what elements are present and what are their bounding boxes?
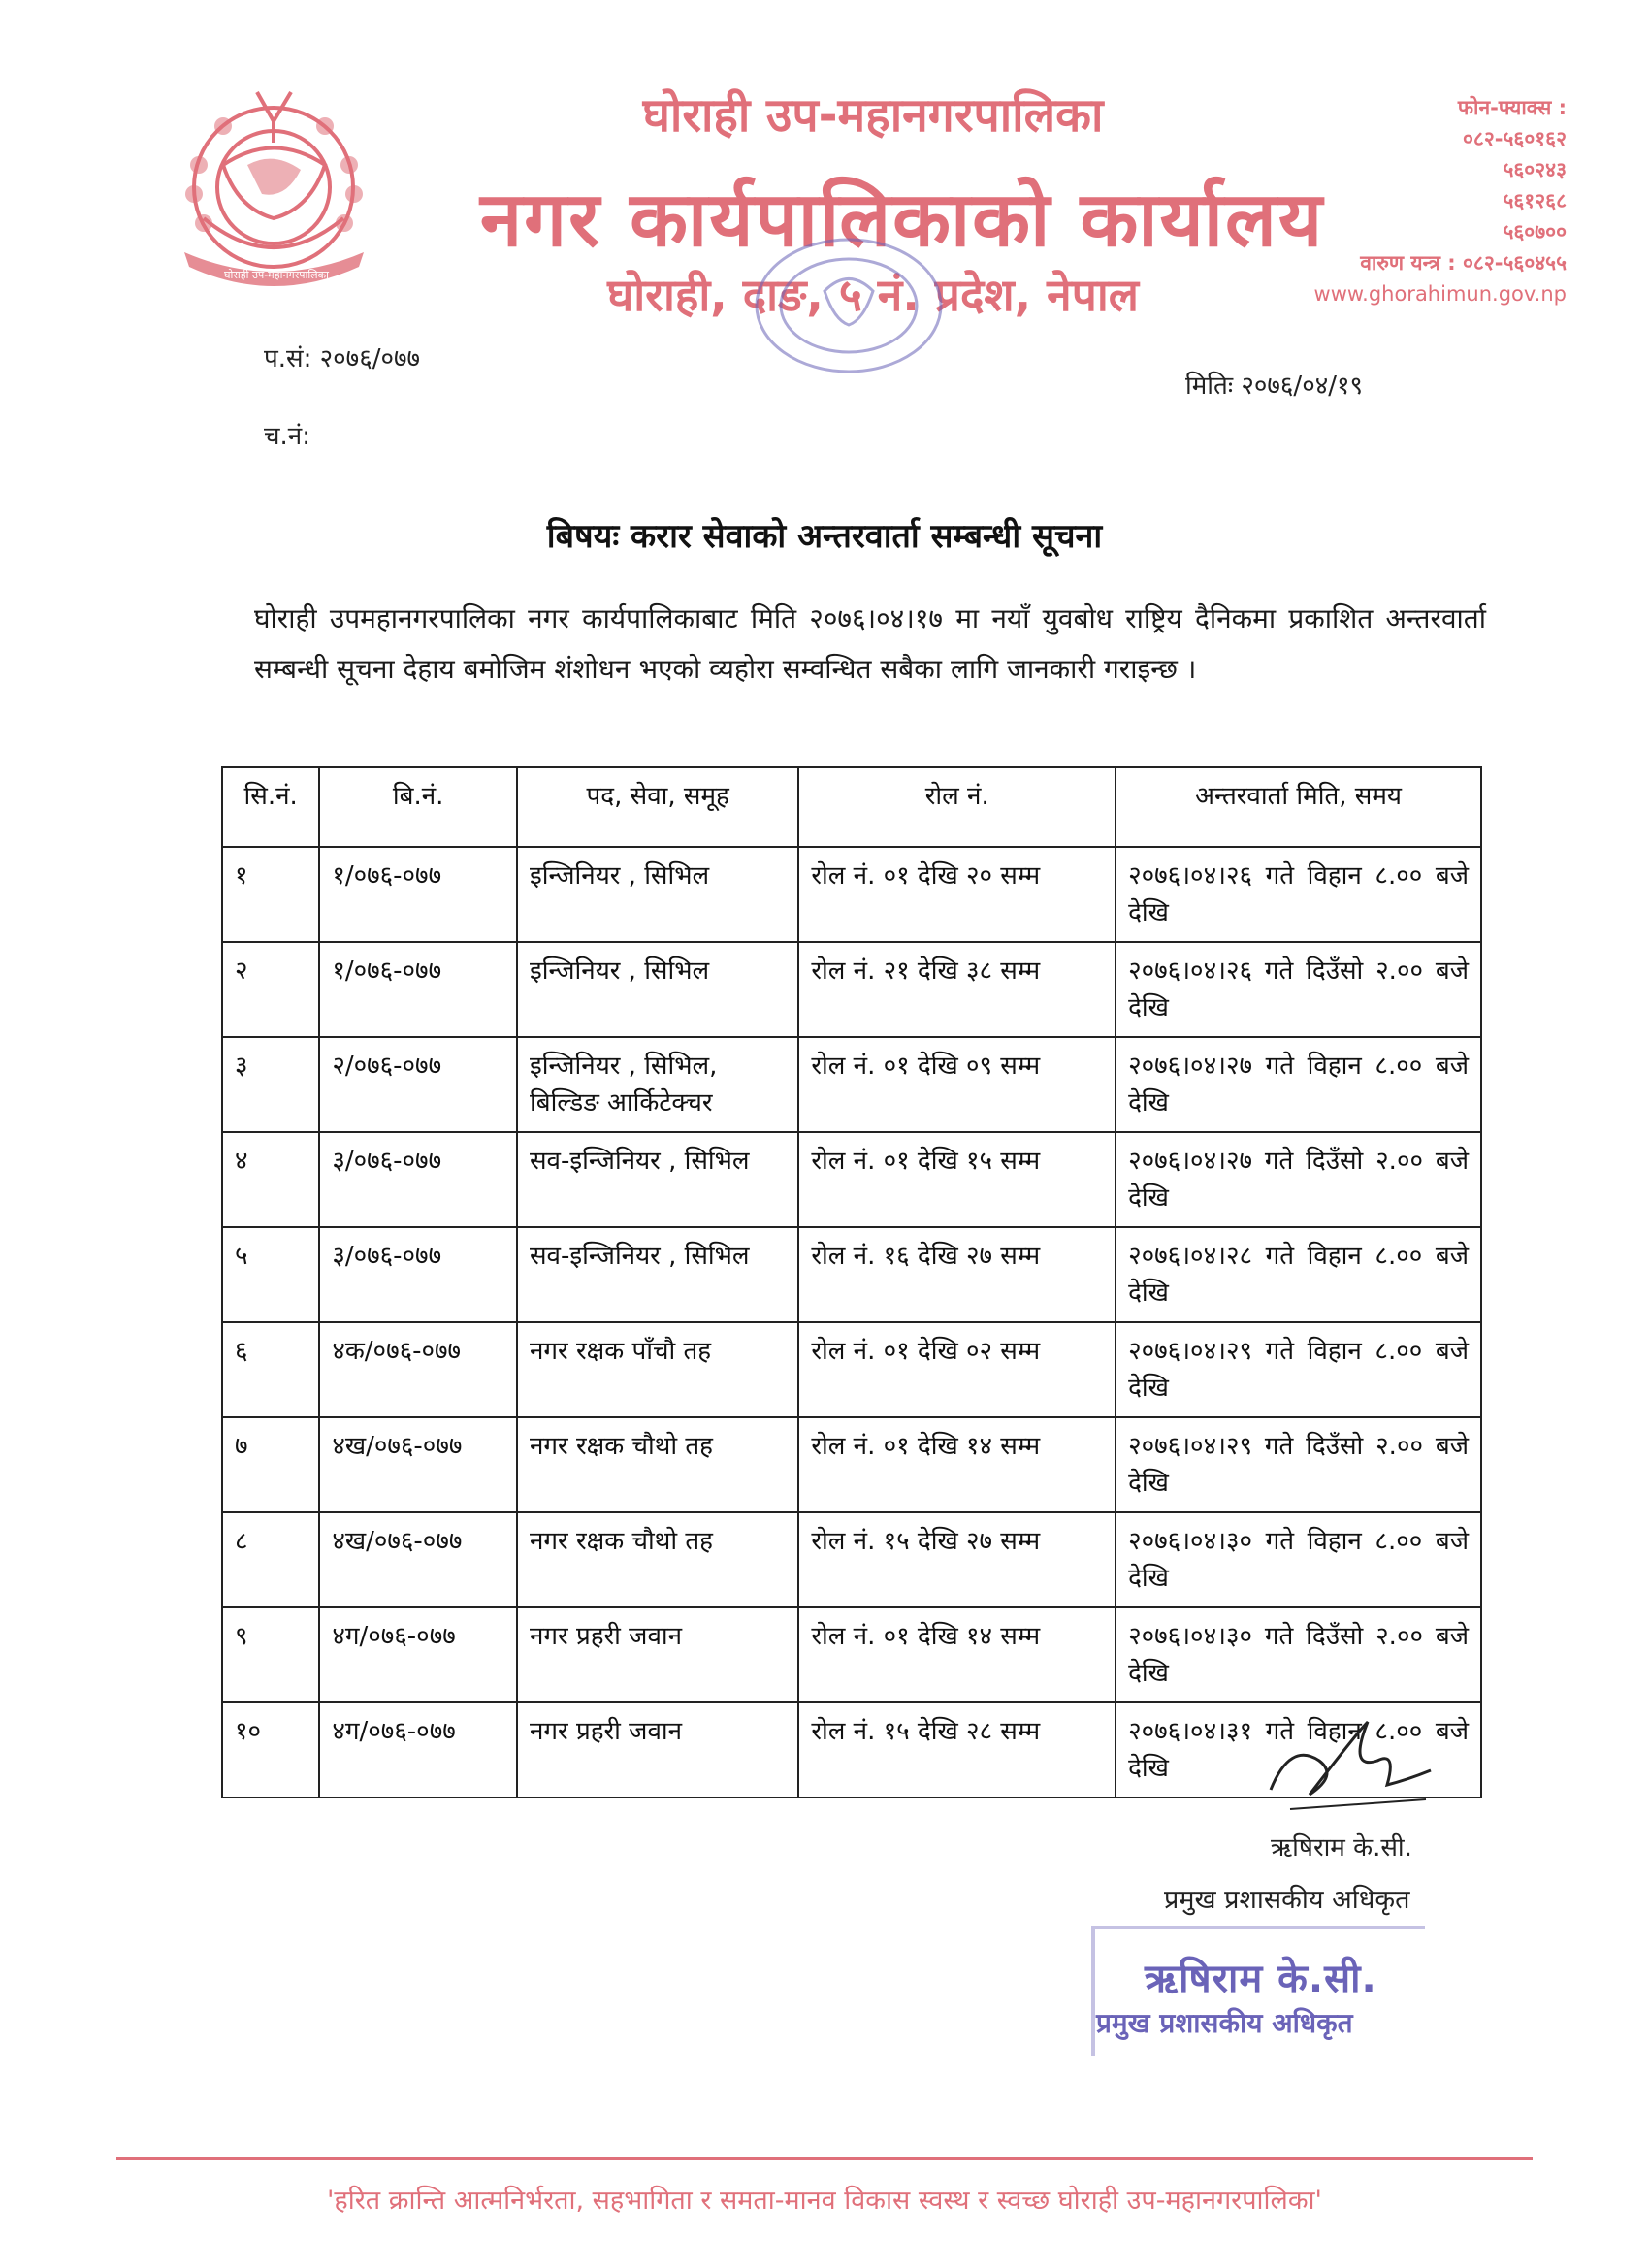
cell-roll-no: रोल नं. ०१ देखि ०२ सम्म [798, 1322, 1116, 1417]
cell-post: नगर प्रहरी जवान [517, 1607, 798, 1702]
cell-interview-datetime: २०७६।०४।२७ गते दिउँसो २.०० बजे देखि [1116, 1132, 1481, 1227]
cell-roll-no: रोल नं. ०१ देखि १४ सम्म [798, 1607, 1116, 1702]
cell-advert-no: २/०७६-०७७ [319, 1037, 517, 1132]
table-row [222, 1607, 1481, 1702]
table-header-row [222, 767, 1481, 847]
cell-advert-no: १/०७६-०७७ [319, 942, 517, 1037]
table-row [222, 942, 1481, 1037]
cell-post: नगर रक्षक चौथो तह [517, 1417, 798, 1512]
footer-divider [116, 2157, 1533, 2160]
letterhead-address: घोराही, दाङ, ५ नं. प्रदेश, नेपाल [607, 269, 1139, 321]
cell-advert-no: ४क/०७६-०७७ [319, 1322, 517, 1417]
office-round-stamp-icon [747, 233, 951, 378]
table-row [222, 1512, 1481, 1607]
cell-roll-no: रोल नं. ०१ देखि ०९ सम्म [798, 1037, 1116, 1132]
table-row [222, 1322, 1481, 1417]
cell-serial: २ [222, 942, 319, 1037]
cell-post: इन्जिनियर , सिभिल, बिल्डिङ आर्किटेक्चर [517, 1037, 798, 1132]
cell-post: इन्जिनियर , सिभिल [517, 942, 798, 1037]
cell-advert-no: ४ग/०७६-०७७ [319, 1702, 517, 1798]
name-stamp-title: प्रमुख प्रशासकीय अधिकृत [1096, 2007, 1353, 2039]
letter-date: मितिः २०७६/०४/१९ [1185, 372, 1364, 401]
cell-serial: ८ [222, 1512, 319, 1607]
cell-post: नगर रक्षक चौथो तह [517, 1512, 798, 1607]
cell-roll-no: रोल नं. १५ देखि २८ सम्म [798, 1702, 1116, 1798]
header-post: पद, सेवा, समूह [517, 767, 798, 847]
contact-phone-2: ५६०२४३ [1503, 158, 1567, 181]
cell-post: इन्जिनियर , सिभिल [517, 847, 798, 942]
cell-advert-no: ३/०७६-०७७ [319, 1227, 517, 1322]
cell-interview-datetime: २०७६।०४।२८ गते विहान ८.०० बजे देखि [1116, 1227, 1481, 1322]
cell-serial: ६ [222, 1322, 319, 1417]
nepal-emblem-icon [165, 73, 383, 291]
handwritten-signature-icon [1251, 1702, 1445, 1819]
cell-roll-no: रोल नं. ०१ देखि १५ सम्म [798, 1132, 1116, 1227]
table-row [222, 1132, 1481, 1227]
cell-roll-no: रोल नं. ०१ देखि २० सम्म [798, 847, 1116, 942]
dispatch-number: च.नं: [264, 422, 310, 451]
cell-post: नगर प्रहरी जवान [517, 1702, 798, 1798]
cell-roll-no: रोल नं. १६ देखि २७ सम्म [798, 1227, 1116, 1322]
cell-interview-datetime: २०७६।०४।३० गते दिउँसो २.०० बजे देखि [1116, 1607, 1481, 1702]
header-serial: सि.नं. [222, 767, 319, 847]
cell-interview-datetime: २०७६।०४।२९ गते विहान ८.०० बजे देखि [1116, 1322, 1481, 1417]
contact-phone-3: ५६१२६८ [1503, 189, 1567, 212]
signatory-title: प्रमुख प्रशासकीय अधिकृत [1164, 1885, 1410, 1915]
contact-phone-1: ०८२-५६०१६२ [1463, 127, 1567, 150]
notice-body: घोराही उपमहानगरपालिका नगर कार्यपालिकाबाट मिति २०७६।०४।१७ मा नयाँ युवबोध राष्ट्रिय दैनिकमा प्रकाशित अन्तरवार्ता सम्बन्धी सूचना देहाय बमोजिम शंशोधन भएको व्यहोरा सम्वन्धित सबैका लागि जानकारी गराइन्छ । [254, 602, 1486, 685]
header-advert-no: बि.नं. [319, 767, 517, 847]
table-row [222, 1037, 1481, 1132]
cell-serial: ९ [222, 1607, 319, 1702]
letterhead-contact [1314, 92, 1567, 309]
cell-serial: ७ [222, 1417, 319, 1512]
cell-interview-datetime: २०७६।०४।२६ गते दिउँसो २.०० बजे देखि [1116, 942, 1481, 1037]
interview-schedule-table [221, 766, 1482, 1798]
cell-post: नगर रक्षक पाँचौ तह [517, 1322, 798, 1417]
signatory-name: ऋषिराम के.सी. [1271, 1833, 1412, 1863]
cell-post: सव-इन्जिनियर , सिभिल [517, 1132, 798, 1227]
cell-serial: ४ [222, 1132, 319, 1227]
table-row [222, 1227, 1481, 1322]
letter-number: प.सं: २०७६/०७७ [264, 344, 421, 373]
cell-interview-datetime: २०७६।०४।३१ गते विहान ८.०० बजे देखि [1116, 1702, 1481, 1798]
cell-roll-no: रोल नं. १५ देखि २७ सम्म [798, 1512, 1116, 1607]
cell-advert-no: ३/०७६-०७७ [319, 1132, 517, 1227]
contact-ground-phone: वारुण यन्त्र : ०८२-५६०४५५ [1360, 251, 1567, 275]
letterhead-municipality-name: घोराही उप-महानगरपालिका [642, 88, 1104, 143]
cell-roll-no: रोल नं. ०१ देखि १४ सम्म [798, 1417, 1116, 1512]
name-stamp-name: ऋषिराम के.सी. [1145, 1957, 1377, 2001]
cell-serial: १० [222, 1702, 319, 1798]
cell-serial: ३ [222, 1037, 319, 1132]
contact-phone-4: ५६०७०० [1503, 220, 1567, 243]
cell-advert-no: ४ग/०७६-०७७ [319, 1607, 517, 1702]
table-row [222, 847, 1481, 942]
cell-roll-no: रोल नं. २१ देखि ३८ सम्म [798, 942, 1116, 1037]
notice-subject: बिषयः करार सेवाको अन्तरवार्ता सम्बन्धी सूचना [546, 517, 1103, 556]
cell-advert-no: ४ख/०७६-०७७ [319, 1512, 517, 1607]
cell-serial: ५ [222, 1227, 319, 1322]
contact-website: www.ghorahimun.gov.np [1313, 282, 1567, 306]
cell-interview-datetime: २०७६।०४।२९ गते दिउँसो २.०० बजे देखि [1116, 1417, 1481, 1512]
contact-label: फोन-फ्याक्स : [1457, 96, 1567, 119]
table-row [222, 1417, 1481, 1512]
cell-interview-datetime: २०७६।०४।२७ गते विहान ८.०० बजे देखि [1116, 1037, 1481, 1132]
header-interview-datetime: अन्तरवार्ता मिति, समय [1116, 767, 1481, 847]
cell-interview-datetime: २०७६।०४।२६ गते विहान ८.०० बजे देखि [1116, 847, 1481, 942]
cell-post: सव-इन्जिनियर , सिभिल [517, 1227, 798, 1322]
cell-advert-no: ४ख/०७६-०७७ [319, 1417, 517, 1512]
cell-serial: १ [222, 847, 319, 942]
letterhead-office-name: नगर कार्यपालिकाको कार्यालय [479, 177, 1325, 264]
cell-advert-no: १/०७६-०७७ [319, 847, 517, 942]
header-roll-no: रोल नं. [798, 767, 1116, 847]
cell-interview-datetime: २०७६।०४।३० गते विहान ८.०० बजे देखि [1116, 1512, 1481, 1607]
emblem-ribbon-text: घोराही उप-महानगरपालिका [224, 269, 329, 281]
footer-slogan: 'हरित क्रान्ति आत्मनिर्भरता, सहभागिता र समता-मानव विकास स्वस्थ र स्वच्छ घोराही उप-महानगरपालिका' [327, 2186, 1322, 2216]
